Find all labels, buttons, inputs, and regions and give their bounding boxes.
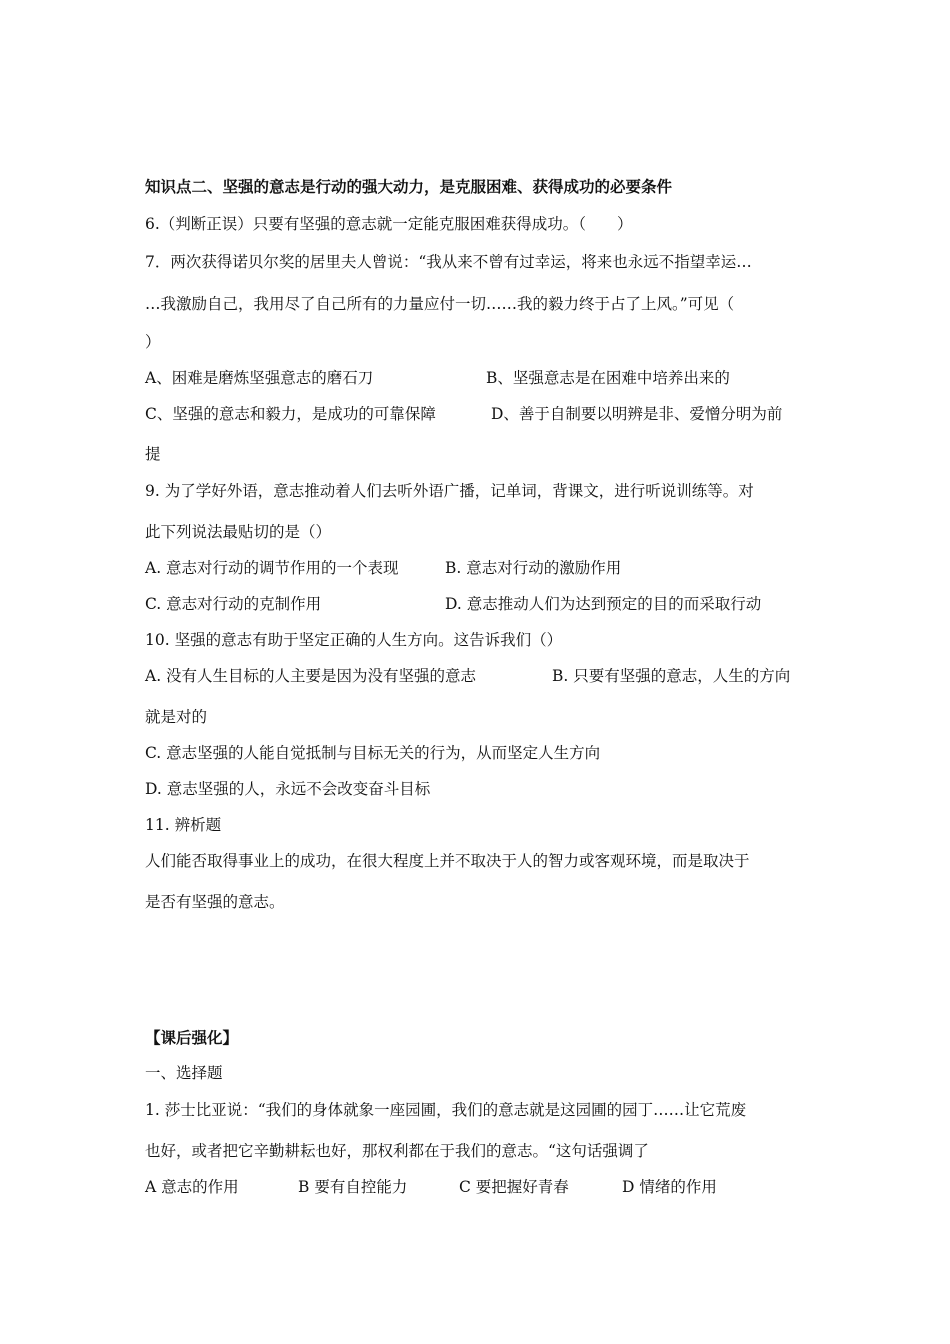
after-class-question-1-options <box>145 1177 717 1197</box>
after-class-question-1-option-c: C 要把握好青春 <box>459 1178 569 1196</box>
question-7-option-c: C、坚强的意志和毅力，是成功的可靠保障 <box>145 405 436 423</box>
after-class-question-1-line-2: 也好，或者把它辛勤耕耘也好，那权利都在于我们的意志。“这句话强调了 <box>145 1142 649 1160</box>
after-class-question-1-option-d: D 情绪的作用 <box>622 1178 717 1196</box>
after-class-question-1-option-a: A 意志的作用 <box>145 1178 239 1196</box>
question-11-title: 11. 辨析题 <box>145 816 222 834</box>
question-7-line-3: ） <box>145 333 161 351</box>
question-9-line-1: 9. 为了学好外语，意志推动着人们去听外语广播，记单词，背课文，进行听说训练等。对 <box>145 482 754 500</box>
question-7-line-1: 7．两次获得诺贝尔奖的居里夫人曾说：“我从来不曾有过幸运，将来也永远不指望幸运… <box>145 253 752 271</box>
question-7-option-d-continued: 提 <box>145 445 161 463</box>
question-9-option-a: A. 意志对行动的调节作用的一个表现 <box>145 559 399 577</box>
question-10-options-ab <box>145 666 791 686</box>
question-7-line-2: …我激励自己，我用尽了自己所有的力量应付一切……我的毅力终于占了上风。”可见（ <box>145 295 735 313</box>
question-9-option-d: D. 意志推动人们为达到预定的目的而采取行动 <box>445 595 762 613</box>
after-class-subheading: 一、选择题 <box>145 1064 223 1082</box>
question-10-option-b-continued: 就是对的 <box>145 708 208 726</box>
question-10-option-a: A. 没有人生目标的人主要是因为没有坚强的意志 <box>145 667 477 685</box>
question-7-options-ab <box>145 368 730 388</box>
question-6: 6.（判断正误）只要有坚强的意志就一定能克服困难获得成功。（ ） <box>145 215 633 233</box>
question-7-option-d: D、善于自制要以明辨是非、爱憎分明为前 <box>491 405 783 423</box>
question-9-options-ab <box>145 558 622 578</box>
question-10-stem: 10. 坚强的意志有助于坚定正确的人生方向。这告诉我们（） <box>145 631 563 649</box>
question-10-option-c: C. 意志坚强的人能自觉抵制与目标无关的行为，从而坚定人生方向 <box>145 744 601 762</box>
question-11-line-1: 人们能否取得事业上的成功，在很大程度上并不取决于人的智力或客观环境，而是取决于 <box>145 852 750 870</box>
question-9-options-cd <box>145 594 762 614</box>
question-7-options-cd <box>145 404 783 424</box>
question-7-option-b: B、坚强意志是在困难中培养出来的 <box>486 369 730 387</box>
question-10-option-b: B. 只要有坚强的意志，人生的方向 <box>552 667 791 685</box>
question-9-option-b: B. 意志对行动的激励作用 <box>445 559 622 577</box>
section-heading: 知识点二、坚强的意志是行动的强大动力，是克服困难、获得成功的必要条件 <box>145 178 673 196</box>
after-class-question-1-option-b: B 要有自控能力 <box>298 1178 408 1196</box>
question-9-option-c: C. 意志对行动的克制作用 <box>145 595 322 613</box>
question-10-option-d: D. 意志坚强的人，永远不会改变奋斗目标 <box>145 780 431 798</box>
question-7-option-a: A、困难是磨炼坚强意志的磨石刀 <box>145 369 374 387</box>
after-class-heading: 【课后强化】 <box>145 1029 239 1047</box>
question-11-line-2: 是否有坚强的意志。 <box>145 893 285 911</box>
question-9-line-2: 此下列说法最贴切的是（） <box>145 523 332 541</box>
after-class-question-1-line-1: 1. 莎士比亚说：“我们的身体就象一座园圃，我们的意志就是这园圃的园丁……让它荒废 <box>145 1101 747 1119</box>
